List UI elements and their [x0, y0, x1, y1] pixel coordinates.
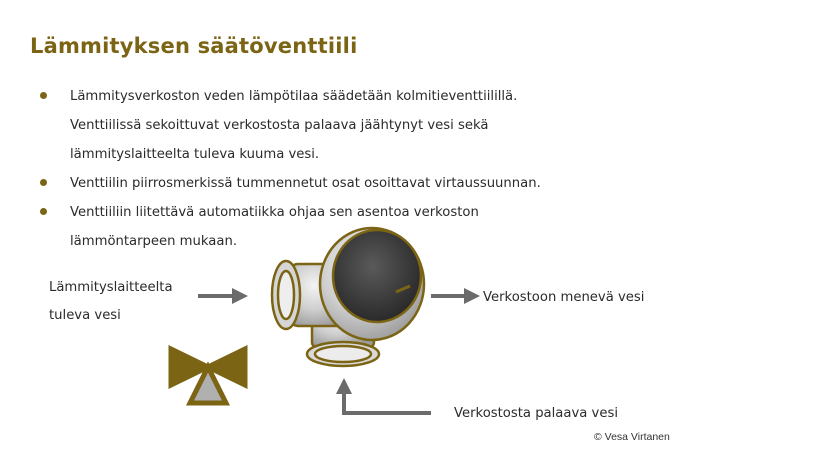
three-way-valve-icon [272, 228, 424, 366]
bullet-text-line: lämmöntarpeen mukaan. [70, 234, 238, 249]
bullet-text-line: Venttiilissä sekoittuvat verkostosta palaava jäähtynyt vesi sekä [70, 118, 489, 133]
valve-symbol-icon [171, 349, 245, 403]
bullet-text-line: Venttiiliin liitettävä automatiikka ohjaa sen asentoa verkoston [70, 205, 479, 220]
inlet-label-line2: tuleva vesi [49, 308, 121, 323]
bullet-text-line: lämmityslaitteelta tuleva kuuma vesi. [70, 147, 320, 162]
inlet-label-line1: Lämmityslaitteelta [49, 280, 173, 295]
return-label: Verkostosta palaava vesi [454, 406, 618, 421]
slide-title: Lämmityksen säätöventtiili [30, 34, 358, 58]
copyright-text: © Vesa Virtanen [594, 431, 670, 443]
outlet-label: Verkostoon menevä vesi [483, 290, 645, 305]
outlet-arrow [431, 288, 480, 304]
return-arrow [336, 378, 431, 413]
bullet-text-line: Venttiilin piirrosmerkissä tummennetut osat osoittavat virtaussuunnan. [70, 176, 541, 191]
bullet-text-line: Lämmitysverkoston veden lämpötilaa säädetään kolmitieventtiilillä. [70, 89, 518, 104]
inlet-arrow [198, 288, 248, 304]
